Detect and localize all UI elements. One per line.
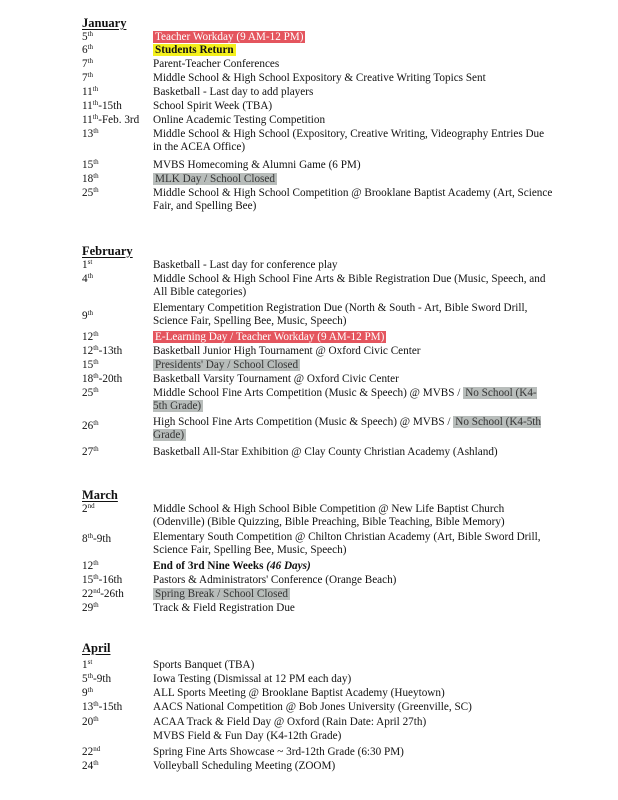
event-description: Pastors & Administrators' Conference (Orange Beach)	[153, 574, 397, 586]
event-date: 22nd	[82, 745, 101, 758]
event-description: School Spirit Week (TBA)	[153, 100, 273, 112]
event-date: 1st	[82, 658, 93, 671]
event-date: 7th	[82, 57, 94, 70]
workday-highlight: Teacher Workday (9 AM-12 PM)	[155, 31, 304, 43]
event-date: 11th	[82, 85, 99, 98]
event-description: Basketball - Last day to add players	[153, 86, 314, 98]
event-date: 25th	[82, 386, 99, 399]
event-date: 12th-13th	[82, 344, 123, 357]
event-description: Volleyball Scheduling Meeting (ZOOM)	[153, 760, 336, 772]
month-heading-february: February	[82, 244, 133, 258]
spring-break-highlight: Spring Break / School Closed	[155, 588, 288, 600]
event-description: High School Fine Arts Competition (Music & Speech) @ MVBS / No School (K4-5th Grade)	[153, 416, 542, 441]
students-return-highlight: Students Return	[155, 44, 234, 56]
no-school-highlight: No School (K4-5th Grade)	[153, 416, 542, 441]
event-description: Elementary South Competition @ Chilton Christian Academy (Art, Bible Sword Drill, Science Fair, Spelling Bee, Music, Speech)	[153, 531, 541, 556]
event-description: Middle School & High School Competition @ Brooklane Baptist Academy (Art, Science Fair, and Spelling Bee)	[153, 187, 553, 212]
no-school-highlight: No School (K4- 5th Grade)	[153, 387, 537, 412]
event-date: 15th	[82, 358, 99, 371]
event-description	[153, 44, 553, 57]
event-description: Middle School & High School Bible Competition @ New Life Baptist Church (Odenville) (Bible Quizzing, Bible Preaching, Bible Teaching, Bible Memory)	[153, 503, 505, 528]
event-description: MVBS Homecoming & Alumni Game (6 PM)	[153, 159, 361, 171]
event-description: Middle School Fine Arts Competition (Music & Speech) @ MVBS / No School (K4- 5th Grade)	[153, 387, 537, 412]
event-description: Basketball Junior High Tournament @ Oxford Civic Center	[153, 345, 421, 357]
event-date: 18th-20th	[82, 372, 123, 385]
event-description: Online Academic Testing Competition	[153, 114, 326, 126]
event-date: 4th	[82, 272, 94, 285]
month-heading-january: January	[82, 16, 127, 30]
event-description: Iowa Testing (Dismissal at 12 PM each day)	[153, 673, 352, 685]
event-description: Middle School & High School Expository & Creative Writing Topics Sent	[153, 72, 486, 84]
event-description: MVBS Field & Fun Day (K4-12th Grade)	[153, 730, 342, 742]
event-description	[153, 31, 553, 44]
event-date: 13th	[82, 127, 99, 140]
event-description: ALL Sports Meeting @ Brooklane Baptist Academy (Hueytown)	[153, 687, 445, 699]
event-date: 22nd-26th	[82, 587, 124, 600]
event-date: 27th	[82, 445, 99, 458]
event-date: 5th-9th	[82, 672, 112, 685]
event-date: 7th	[82, 71, 94, 84]
event-description: Track & Field Registration Due	[153, 602, 295, 614]
event-description	[153, 359, 553, 372]
event-date: 1st	[82, 258, 93, 271]
event-description: Middle School & High School Fine Arts & Bible Registration Due (Music, Speech, and All Bible categories)	[153, 273, 546, 298]
month-heading-march: March	[82, 488, 118, 502]
event-description: Middle School & High School (Expository, Creative Writing, Videography Entries Due in the ACEA Office)	[153, 128, 545, 153]
event-date: 25th	[82, 186, 99, 199]
event-description: AACS National Competition @ Bob Jones University (Greenville, SC)	[153, 701, 472, 713]
event-date: 18th	[82, 172, 99, 185]
event-description: Basketball Varsity Tournament @ Oxford Civic Center	[153, 373, 399, 385]
event-date: 11th-15th	[82, 99, 122, 112]
elearning-highlight: E-Learning Day / Teacher Workday (9 AM-12 PM)	[155, 331, 385, 343]
event-date: 12th	[82, 559, 99, 572]
event-description: Elementary Competition Registration Due (North & South - Art, Bible Sword Drill, Science Fair, Spelling Bee, Music, Speech)	[153, 302, 528, 327]
event-description: Basketball All-Star Exhibition @ Clay County Christian Academy (Ashland)	[153, 446, 498, 458]
event-description: Parent-Teacher Conferences	[153, 58, 280, 70]
event-date: 13th-15th	[82, 700, 123, 713]
event-date: 12th	[82, 330, 99, 343]
event-date: 2nd	[82, 502, 95, 515]
event-date: 8th-9th	[82, 532, 112, 545]
month-heading-april: April	[82, 641, 111, 655]
event-description	[153, 173, 553, 186]
school-closed-highlight: MLK Day / School Closed	[155, 173, 275, 185]
event-description: Basketball - Last day for conference play	[153, 259, 338, 271]
event-date: 9th	[82, 686, 94, 699]
event-date: 26th	[82, 419, 99, 432]
event-date: 5th	[82, 30, 94, 43]
event-description: ACAA Track & Field Day @ Oxford (Rain Date: April 27th)	[153, 716, 427, 728]
event-date: 15th-16th	[82, 573, 123, 586]
event-date: 29th	[82, 601, 99, 614]
event-description	[153, 331, 553, 344]
event-date: 6th	[82, 43, 94, 56]
event-date: 9th	[82, 309, 94, 322]
event-description: Spring Fine Arts Showcase ~ 3rd-12th Grade (6:30 PM)	[153, 746, 404, 758]
event-date: 11th-Feb. 3rd	[82, 113, 140, 126]
school-closed-highlight: Presidents' Day / School Closed	[155, 359, 299, 371]
event-date: 24th	[82, 759, 99, 772]
event-date: 20th	[82, 715, 99, 728]
event-description	[153, 588, 553, 601]
event-description: Sports Banquet (TBA)	[153, 659, 255, 671]
event-date: 15th	[82, 158, 99, 171]
event-description: End of 3rd Nine Weeks (46 Days)	[153, 560, 311, 572]
